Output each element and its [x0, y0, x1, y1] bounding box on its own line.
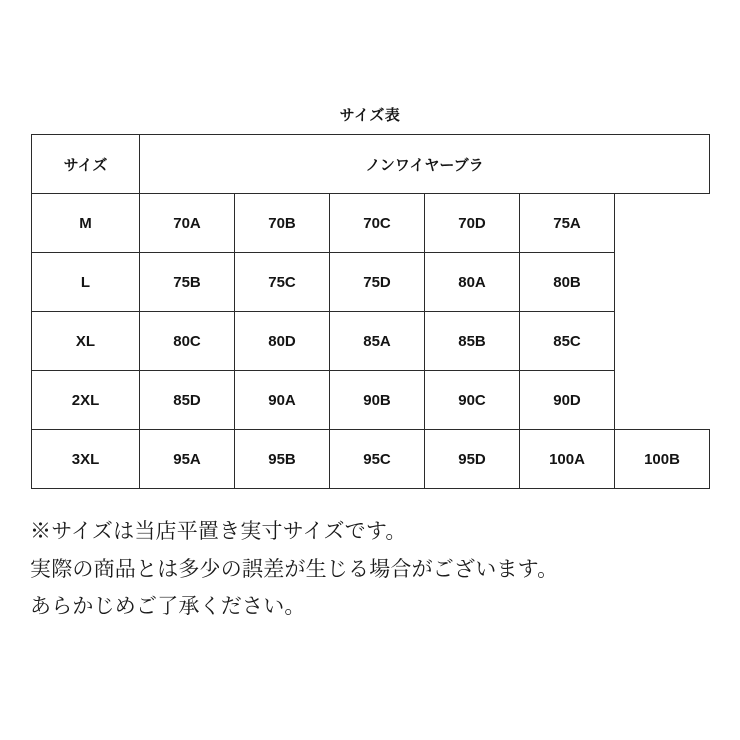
table-cell: 90D: [520, 371, 615, 430]
table-cell: 75C: [235, 253, 330, 312]
row-size-label: XL: [32, 312, 140, 371]
table-cell: 85C: [520, 312, 615, 371]
table-row: [32, 430, 710, 489]
note-line: ※サイズは当店平置き実寸サイズです。: [30, 520, 407, 543]
header-category-label: ノンワイヤーブラ: [140, 135, 710, 194]
table-cell-empty: [615, 371, 710, 430]
header-size-label: サイズ: [32, 135, 140, 194]
row-size-label: M: [32, 194, 140, 253]
page-title: サイズ表: [339, 107, 401, 124]
table-cell: 80A: [425, 253, 520, 312]
table-cell: 95C: [330, 430, 425, 489]
note-line: 実際の商品とは多少の誤差が生じる場合がございます。: [30, 557, 559, 581]
table-cell: 75A: [520, 194, 615, 253]
table-cell: 85D: [140, 371, 235, 430]
row-size-label: 3XL: [32, 430, 140, 489]
table-cell-empty: [615, 194, 710, 253]
notes-block: [30, 516, 720, 629]
row-size-label: L: [32, 253, 140, 312]
table-cell: 100B: [615, 430, 710, 489]
table-cell-empty: [615, 253, 710, 312]
table-row: [32, 312, 710, 371]
table-row: [32, 253, 710, 312]
table-cell: 100A: [520, 430, 615, 489]
table-row: [32, 371, 710, 430]
size-table: [31, 134, 710, 489]
table-cell: 90A: [235, 371, 330, 430]
table-cell: 70D: [425, 194, 520, 253]
note-line: あらかじめご了承ください。: [30, 595, 306, 618]
table-cell-empty: [615, 312, 710, 371]
table-cell: 85A: [330, 312, 425, 371]
table-cell: 95B: [235, 430, 330, 489]
table-row: [32, 194, 710, 253]
table-cell: 90B: [330, 371, 425, 430]
table-cell: 80B: [520, 253, 615, 312]
table-cell: 75D: [330, 253, 425, 312]
table-cell: 75B: [140, 253, 235, 312]
table-cell: 70C: [330, 194, 425, 253]
table-cell: 90C: [425, 371, 520, 430]
table-cell: 80D: [235, 312, 330, 371]
table-cell: 85B: [425, 312, 520, 371]
table-header-row: [32, 135, 710, 194]
table-cell: 70B: [235, 194, 330, 253]
size-table-container: [31, 134, 709, 489]
table-cell: 80C: [140, 312, 235, 371]
table-cell: 95A: [140, 430, 235, 489]
table-cell: 70A: [140, 194, 235, 253]
table-cell: 95D: [425, 430, 520, 489]
row-size-label: 2XL: [32, 371, 140, 430]
